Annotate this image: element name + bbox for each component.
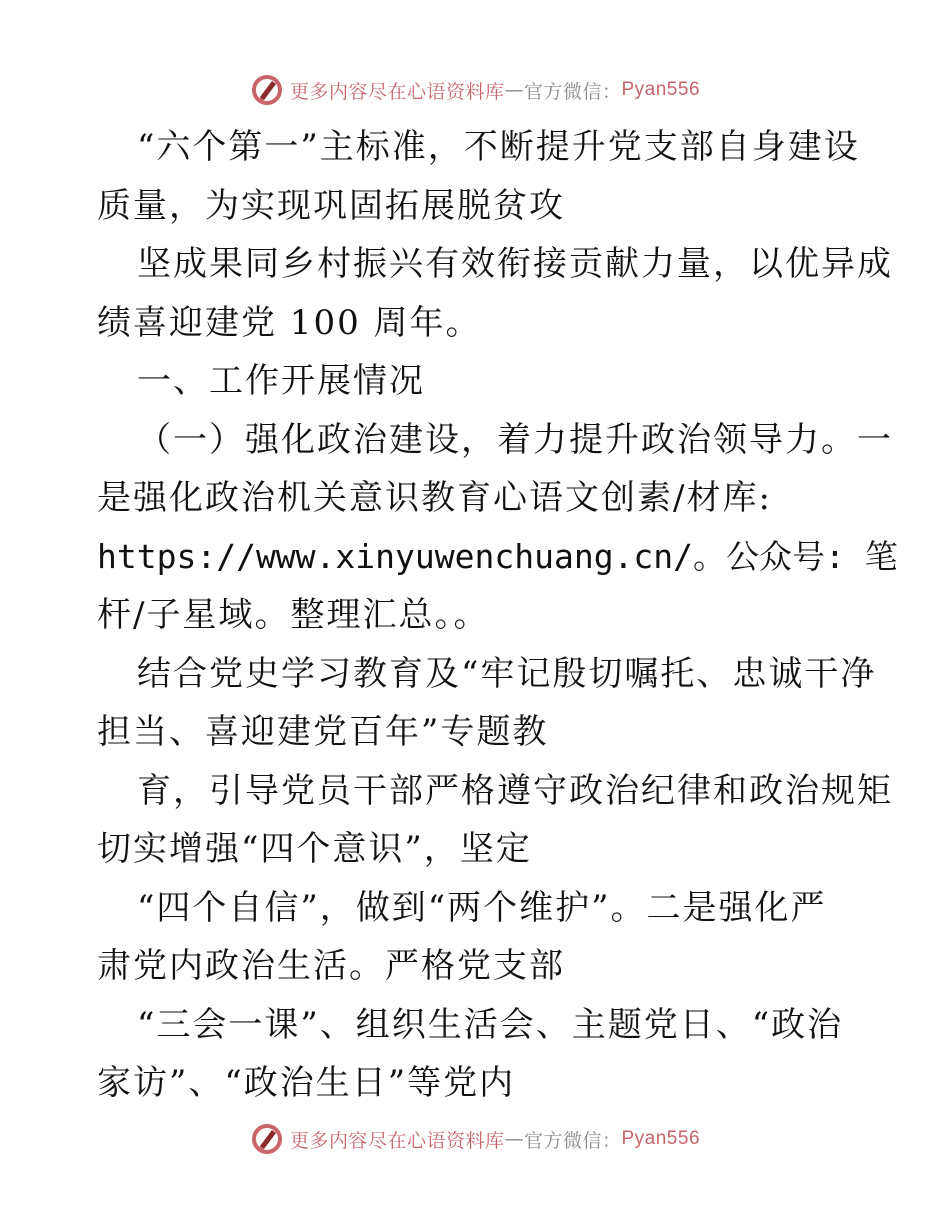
banner-dash: —	[504, 79, 524, 101]
banner-site-text: 更多内容尽在心语资料库	[289, 80, 505, 103]
text-line: 坚成果同乡村振兴有效衔接贡献力量，以优异成	[137, 244, 893, 284]
text-line: 杆/子星域。整理汇总。。	[97, 595, 490, 635]
document-body	[97, 118, 898, 1113]
text-line: 肃党内政治生活。严格党支部	[97, 946, 565, 986]
banner-site-text: 更多内容尽在心语资料库	[289, 1129, 505, 1152]
banner-wechat-label: 官方微信：	[523, 80, 622, 103]
text-line: “三会一课”、组织生活会、主题党日、“政治	[137, 1004, 844, 1045]
text-line: 家访”、“政治生日”等党内	[97, 1063, 516, 1103]
banner-wechat-id: Pyan556	[621, 79, 701, 100]
text-line: “六个第一”主标准，不断提升党支部自身建设	[137, 127, 860, 167]
banner-dash: —	[504, 1128, 524, 1150]
text-line: 是强化政治机关意识教育心语文创素/材库:	[97, 478, 772, 518]
footer-watermark-banner	[0, 1119, 950, 1159]
banner-wechat-label: 官方微信：	[523, 1129, 622, 1152]
text-line: 担当、喜迎建党百年”专题教	[97, 712, 549, 752]
banner-wechat-id: Pyan556	[621, 1128, 701, 1149]
pen-logo-icon	[250, 1122, 284, 1156]
text-line: 育，引导党员干部严格遵守政治纪律和政治规矩	[137, 770, 893, 811]
text-line: “四个自信”，做到“两个维护”。二是强化严	[137, 887, 827, 928]
pen-logo-icon	[250, 73, 284, 107]
header-watermark-banner	[0, 70, 950, 110]
text-line: 切实增强“四个意识”，坚定	[97, 829, 532, 869]
text-line: 绩喜迎建党 100 周年。	[97, 302, 482, 343]
text-line: 结合党史学习教育及“牢记殷切嘱托、忠诚干净	[137, 653, 877, 694]
text-line-url: https://www.xinyuwenchuang.cn/。公众号: 笔	[97, 536, 898, 576]
text-line: 质量，为实现巩固拓展脱贫攻	[97, 185, 565, 226]
text-line: （一）强化政治建设，着力提升政治领导力。一	[137, 419, 893, 460]
section-heading: 一、工作开展情况	[137, 361, 425, 401]
